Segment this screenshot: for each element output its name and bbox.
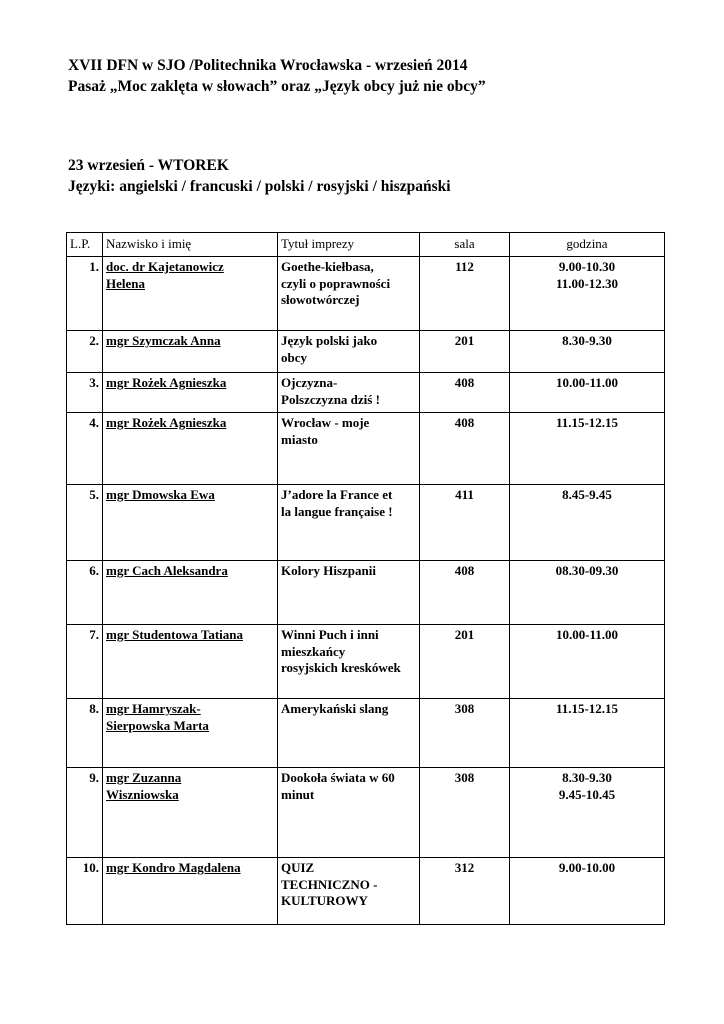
name-line: doc. dr Kajetanowicz	[106, 259, 224, 274]
table-row	[67, 373, 665, 413]
title-line: QUIZ	[281, 860, 315, 875]
row-room: 308	[420, 699, 510, 768]
column-header-room: sala	[420, 233, 510, 257]
row-name	[103, 331, 278, 373]
row-name	[103, 699, 278, 768]
table-row	[67, 485, 665, 561]
column-header-title: Tytuł imprezy	[278, 233, 420, 257]
row-name	[103, 485, 278, 561]
row-name	[103, 561, 278, 625]
row-lp: 10.	[67, 858, 103, 925]
title-line: słowotwórczej	[281, 292, 360, 307]
title-line: J’adore la France et	[281, 487, 393, 502]
time-line: 8.30-9.30	[562, 770, 612, 785]
row-title	[278, 257, 420, 331]
row-time: 9.00-10.00	[510, 858, 665, 925]
row-title	[278, 331, 420, 373]
title-line: minut	[281, 786, 315, 802]
column-header-name: Nazwisko i imię	[103, 233, 278, 257]
title-line: Winni Puch i inni	[281, 627, 379, 642]
row-title	[278, 858, 420, 925]
name-line: mgr Szymczak Anna	[106, 333, 221, 348]
header-passage-title: Pasaż „Moc zaklęta w słowach” oraz „Język obcy już nie obcy”	[68, 78, 486, 95]
schedule-table	[66, 232, 665, 925]
row-time: 11.15-12.15	[510, 699, 665, 768]
title-line: Kolory Hiszpanii	[281, 563, 376, 578]
table-header-row	[67, 233, 665, 257]
row-title	[278, 625, 420, 699]
time-line: 11.00-12.30	[555, 275, 619, 291]
title-line: Goethe-kiełbasa,	[281, 259, 374, 274]
row-lp: 2.	[67, 331, 103, 373]
row-lp: 7.	[67, 625, 103, 699]
table-row	[67, 858, 665, 925]
row-name	[103, 625, 278, 699]
title-line: Amerykański slang	[281, 701, 389, 716]
row-room: 112	[420, 257, 510, 331]
table-row	[67, 413, 665, 485]
row-room: 408	[420, 561, 510, 625]
header-languages: Języki: angielski / francuski / polski / rosyjski / hiszpański	[68, 178, 451, 195]
title-line: mieszkańcy	[281, 643, 346, 659]
title-line: Wrocław - moje	[281, 415, 370, 430]
row-lp: 8.	[67, 699, 103, 768]
name-line: Wiszniowska	[106, 786, 179, 802]
row-lp: 3.	[67, 373, 103, 413]
table-row	[67, 625, 665, 699]
row-time	[510, 257, 665, 331]
column-header-time: godzina	[510, 233, 665, 257]
title-line: obcy	[281, 349, 307, 365]
title-line: la langue française !	[281, 503, 393, 519]
table-row	[67, 561, 665, 625]
row-room: 411	[420, 485, 510, 561]
row-name	[103, 768, 278, 858]
row-title	[278, 373, 420, 413]
title-line: miasto	[281, 431, 318, 447]
row-room: 201	[420, 331, 510, 373]
row-time	[510, 768, 665, 858]
row-title	[278, 485, 420, 561]
table-row	[67, 331, 665, 373]
row-time: 10.00-11.00	[510, 373, 665, 413]
title-line: czyli o poprawności	[281, 275, 391, 291]
title-line: Język polski jako	[281, 333, 378, 348]
name-line: mgr Rożek Agnieszka	[106, 375, 227, 390]
header-event-title: XVII DFN w SJO /Politechnika Wrocławska - wrzesień 2014	[68, 57, 468, 74]
table-row	[67, 257, 665, 331]
column-header-lp: L.P.	[67, 233, 103, 257]
row-room: 408	[420, 413, 510, 485]
time-line: 9.00-10.30	[558, 259, 616, 274]
row-name	[103, 413, 278, 485]
row-name	[103, 858, 278, 925]
name-line: mgr Dmowska Ewa	[106, 487, 215, 502]
row-lp: 5.	[67, 485, 103, 561]
row-lp: 9.	[67, 768, 103, 858]
table-row	[67, 768, 665, 858]
name-line: mgr Kondro Magdalena	[106, 860, 241, 875]
row-room: 312	[420, 858, 510, 925]
row-time: 10.00-11.00	[510, 625, 665, 699]
name-line: mgr Hamryszak-	[106, 701, 201, 716]
row-room: 408	[420, 373, 510, 413]
table-row	[67, 699, 665, 768]
row-time: 8.45-9.45	[510, 485, 665, 561]
name-line: mgr Rożek Agnieszka	[106, 415, 227, 430]
title-line: Polszczyzna dziś !	[281, 391, 380, 407]
row-time: 11.15-12.15	[510, 413, 665, 485]
name-line: mgr Zuzanna	[106, 770, 182, 785]
name-line: mgr Studentowa Tatiana	[106, 627, 244, 642]
row-name	[103, 373, 278, 413]
row-lp: 4.	[67, 413, 103, 485]
title-line: TECHNICZNO -	[281, 876, 378, 892]
row-time: 8.30-9.30	[510, 331, 665, 373]
name-line: Helena	[106, 275, 145, 291]
row-title	[278, 413, 420, 485]
row-time: 08.30-09.30	[510, 561, 665, 625]
row-lp: 6.	[67, 561, 103, 625]
title-line: rosyjskich kreskówek	[281, 660, 401, 675]
time-line: 9.45-10.45	[558, 786, 616, 802]
header-date: 23 wrzesień - WTOREK	[68, 157, 229, 174]
row-title	[278, 561, 420, 625]
title-line: KULTUROWY	[281, 893, 368, 908]
row-room: 308	[420, 768, 510, 858]
title-line: Ojczyzna-	[281, 375, 338, 390]
title-line: Dookoła świata w 60	[281, 770, 395, 785]
row-room: 201	[420, 625, 510, 699]
row-title	[278, 768, 420, 858]
row-lp: 1.	[67, 257, 103, 331]
name-line: mgr Cach Aleksandra	[106, 563, 228, 578]
row-title	[278, 699, 420, 768]
name-line: Sierpowska Marta	[106, 717, 209, 733]
row-name	[103, 257, 278, 331]
